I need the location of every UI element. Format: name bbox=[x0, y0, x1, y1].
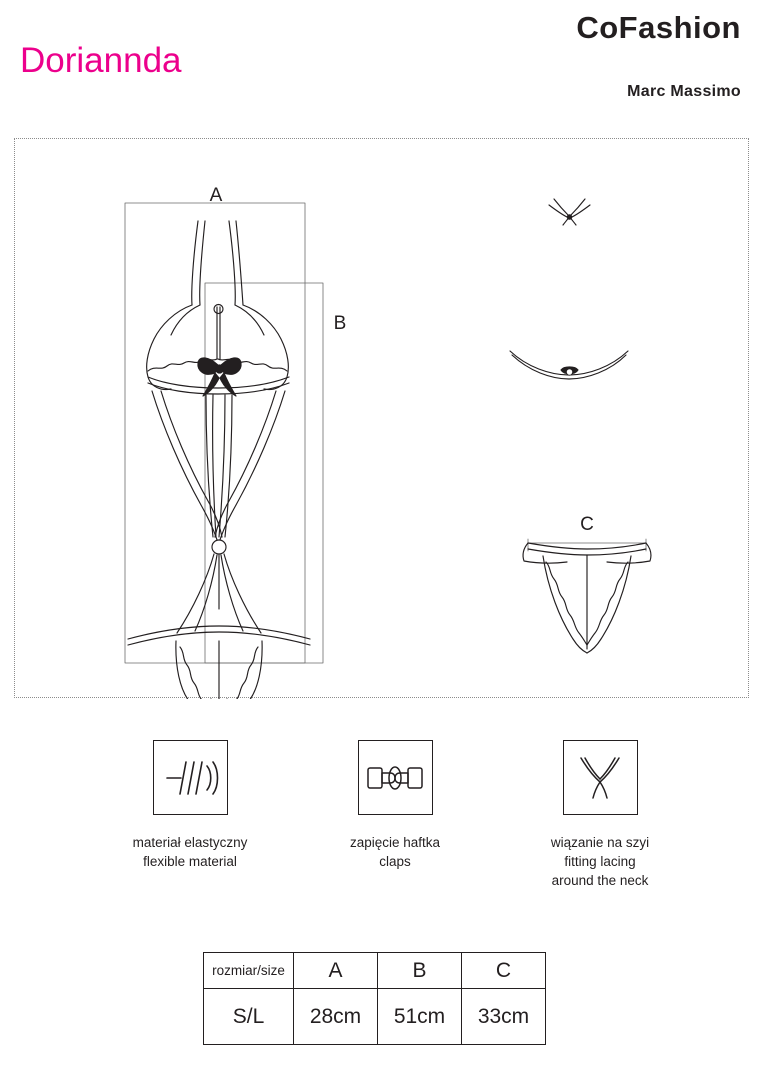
center-bow bbox=[198, 358, 241, 396]
feature-caption bbox=[551, 833, 649, 890]
feature-caption-line: claps bbox=[379, 854, 411, 870]
table-cell-a: 28cm bbox=[294, 989, 378, 1045]
measure-label-a: A bbox=[209, 185, 223, 206]
table-header-cell: B bbox=[378, 953, 462, 989]
measure-label-c: C bbox=[580, 514, 594, 535]
table-header-cell: C bbox=[462, 953, 546, 989]
feature-caption-line: flexible material bbox=[143, 854, 237, 870]
bodysuit-front-view bbox=[128, 221, 310, 699]
table-header-cell: A bbox=[294, 953, 378, 989]
measure-box-a bbox=[125, 203, 305, 663]
feature-caption-line: materiał elastyczny bbox=[132, 835, 248, 850]
size-table bbox=[203, 952, 546, 1045]
illustration-frame bbox=[14, 138, 749, 698]
feature-caption-line: around the neck bbox=[551, 873, 649, 889]
table-header-row bbox=[204, 953, 546, 989]
feature-caption bbox=[350, 833, 440, 871]
choker-detail bbox=[510, 351, 628, 379]
brand-logo-text: CoFashion bbox=[576, 10, 741, 45]
feature-caption bbox=[133, 833, 248, 871]
elastic-material-icon bbox=[153, 740, 228, 815]
designer-name: Marc Massimo bbox=[627, 83, 741, 100]
page-title: Doriannda bbox=[20, 41, 182, 80]
table-cell-size: S/L bbox=[204, 989, 294, 1045]
feature-list bbox=[90, 740, 700, 890]
table-cell-b: 51cm bbox=[378, 989, 462, 1045]
feature-item bbox=[295, 740, 495, 890]
feature-caption-line: wiązanie na szyi bbox=[550, 835, 650, 850]
feature-caption-line: zapięcie haftka bbox=[349, 835, 441, 850]
neck-bow-detail bbox=[549, 199, 590, 225]
table-row bbox=[204, 989, 546, 1045]
table-header-cell: rozmiar/size bbox=[204, 953, 294, 989]
neck-lacing-icon bbox=[563, 740, 638, 815]
feature-item bbox=[90, 740, 290, 890]
hook-and-eye-clasp-icon bbox=[358, 740, 433, 815]
measure-label-b: B bbox=[333, 313, 347, 334]
table-cell-c: 33cm bbox=[462, 989, 546, 1045]
feature-item bbox=[500, 740, 700, 890]
feature-caption-line: fitting lacing bbox=[564, 854, 636, 870]
garment-illustrations bbox=[15, 139, 750, 699]
thong-panty bbox=[523, 543, 651, 653]
